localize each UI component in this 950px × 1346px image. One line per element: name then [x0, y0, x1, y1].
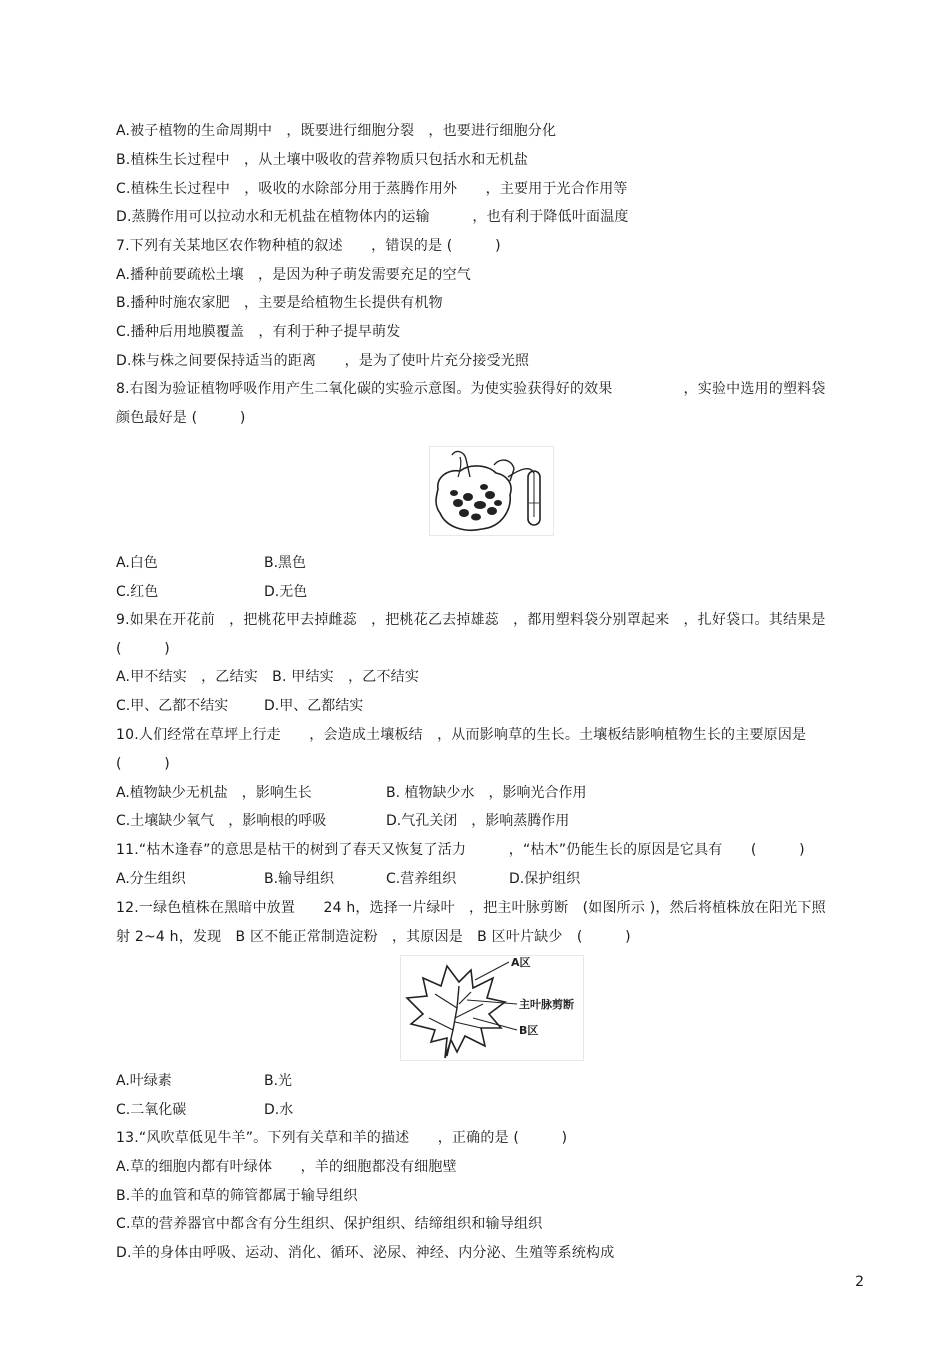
- q6-option-b: B.植株生长过程中 ，从土壤中吸收的营养物质只包括水和无机盐: [116, 152, 529, 168]
- q7-option-c: C.播种后用地膜覆盖 ，有利于种子提早萌发: [116, 324, 401, 340]
- q10-stem-line2: ( ): [116, 756, 170, 772]
- q10-option-c: C.土壤缺少氧气 ，影响根的呼吸: [116, 813, 327, 829]
- q12-option-c: C.二氧化碳: [116, 1102, 187, 1118]
- q13-option-c: C.草的营养器官中都含有分生组织、保护组织、结缔组织和输导组织: [116, 1216, 543, 1232]
- q7-option-b: B.播种时施农家肥 ，主要是给植物生长提供有机物: [116, 295, 443, 311]
- q7-option-d: D.株与株之间要保持适当的距离 ，是为了使叶片充分接受光照: [116, 353, 530, 369]
- q9-options-ab: A.甲不结实 ，乙结实 B. 甲结实 ，乙不结实: [116, 669, 420, 685]
- q6-option-c: C.植株生长过程中 ，吸收的水除部分用于蒸腾作用外 ，主要用于光合作用等: [116, 181, 628, 197]
- q8-stem-line1: 8.右图为验证植物呼吸作用产生二氧化碳的实验示意图。为使实验获得好的效果 ，实验中选用的塑料袋: [116, 381, 826, 397]
- q9-option-d: D.甲、乙都结实: [264, 698, 364, 714]
- q6-option-a: A.被子植物的生命周期中 ，既要进行细胞分裂 ，也要进行细胞分化: [116, 123, 557, 139]
- q11-option-d: D.保护组织: [509, 871, 581, 887]
- q11-stem: 11.“枯木逢春”的意思是枯干的树到了春天又恢复了活力 ，“枯木”仍能生长的原因是它具有 ( ): [116, 842, 805, 858]
- q9-option-c: C.甲、乙都不结实: [116, 698, 229, 714]
- q12-stem-line2: 射 2~4 h，发现 B 区不能正常制造淀粉 ，其原因是 B 区叶片缺少 ( ): [116, 929, 631, 945]
- q13-option-b: B.羊的血管和草的筛管都属于输导组织: [116, 1188, 358, 1204]
- q7-stem: 7.下列有关某地区农作物种植的叙述 ，错误的是 ( ): [116, 238, 501, 254]
- q8-experiment-figure: [429, 446, 554, 536]
- q8-option-c: C.红色: [116, 584, 159, 600]
- q8-option-b: B.黑色: [264, 555, 307, 571]
- q12-option-d: D.水: [264, 1102, 294, 1118]
- q12-leaf-figure: [400, 955, 584, 1061]
- q10-option-a: A.植物缺少无机盐 ，影响生长: [116, 785, 312, 801]
- q8-stem-line2: 颜色最好是 ( ): [116, 410, 246, 426]
- fig-label-a-zone: A区: [511, 956, 531, 969]
- bag-and-test-tube-illustration: [430, 447, 553, 535]
- q13-option-a: A.草的细胞内都有叶绿体 ，羊的细胞都没有细胞壁: [116, 1159, 457, 1175]
- q9-stem-line2: ( ): [116, 641, 170, 657]
- fig-label-b-zone: B区: [519, 1024, 539, 1037]
- q12-stem-line1: 12.一绿色植株在黑暗中放置 24 h，选择一片绿叶 ，把主叶脉剪断 (如图所示 )，然后将植株放在阳光下照: [116, 900, 826, 916]
- q6-option-d: D.蒸腾作用可以拉动水和无机盐在植物体内的运输 ，也有利于降低叶面温度: [116, 209, 629, 225]
- q11-option-a: A.分生组织: [116, 871, 186, 887]
- q13-stem: 13.“风吹草低见牛羊”。下列有关草和羊的描述 ，正确的是 ( ): [116, 1130, 568, 1146]
- q11-option-c: C.营养组织: [386, 871, 457, 887]
- q10-option-b: B. 植物缺少水 ，影响光合作用: [386, 785, 587, 801]
- q12-option-a: A.叶绿素: [116, 1073, 172, 1089]
- q10-option-d: D.气孔关闭 ，影响蒸腾作用: [386, 813, 570, 829]
- q12-option-b: B.光: [264, 1073, 293, 1089]
- q13-option-d: D.羊的身体由呼吸、运动、消化、循环、泌尿、神经、内分泌、生殖等系统构成: [116, 1245, 615, 1261]
- q7-option-a: A.播种前要疏松土壤 ，是因为种子萌发需要充足的空气: [116, 267, 471, 283]
- maple-leaf-illustration: [401, 956, 583, 1060]
- q11-option-b: B.输导组织: [264, 871, 335, 887]
- page-number: 2: [855, 1274, 864, 1290]
- fig-label-cut-vein: 主叶脉剪断: [519, 998, 574, 1011]
- q8-option-d: D.无色: [264, 584, 308, 600]
- q9-stem-line1: 9.如果在开花前 ，把桃花甲去掉雌蕊 ，把桃花乙去掉雄蕊 ，都用塑料袋分别罩起来 ，扎好袋口。其结果是: [116, 612, 826, 628]
- q10-stem-line1: 10.人们经常在草坪上行走 ，会造成土壤板结 ，从而影响草的生长。土壤板结影响植物生长的主要原因是: [116, 727, 807, 743]
- q8-option-a: A.白色: [116, 555, 158, 571]
